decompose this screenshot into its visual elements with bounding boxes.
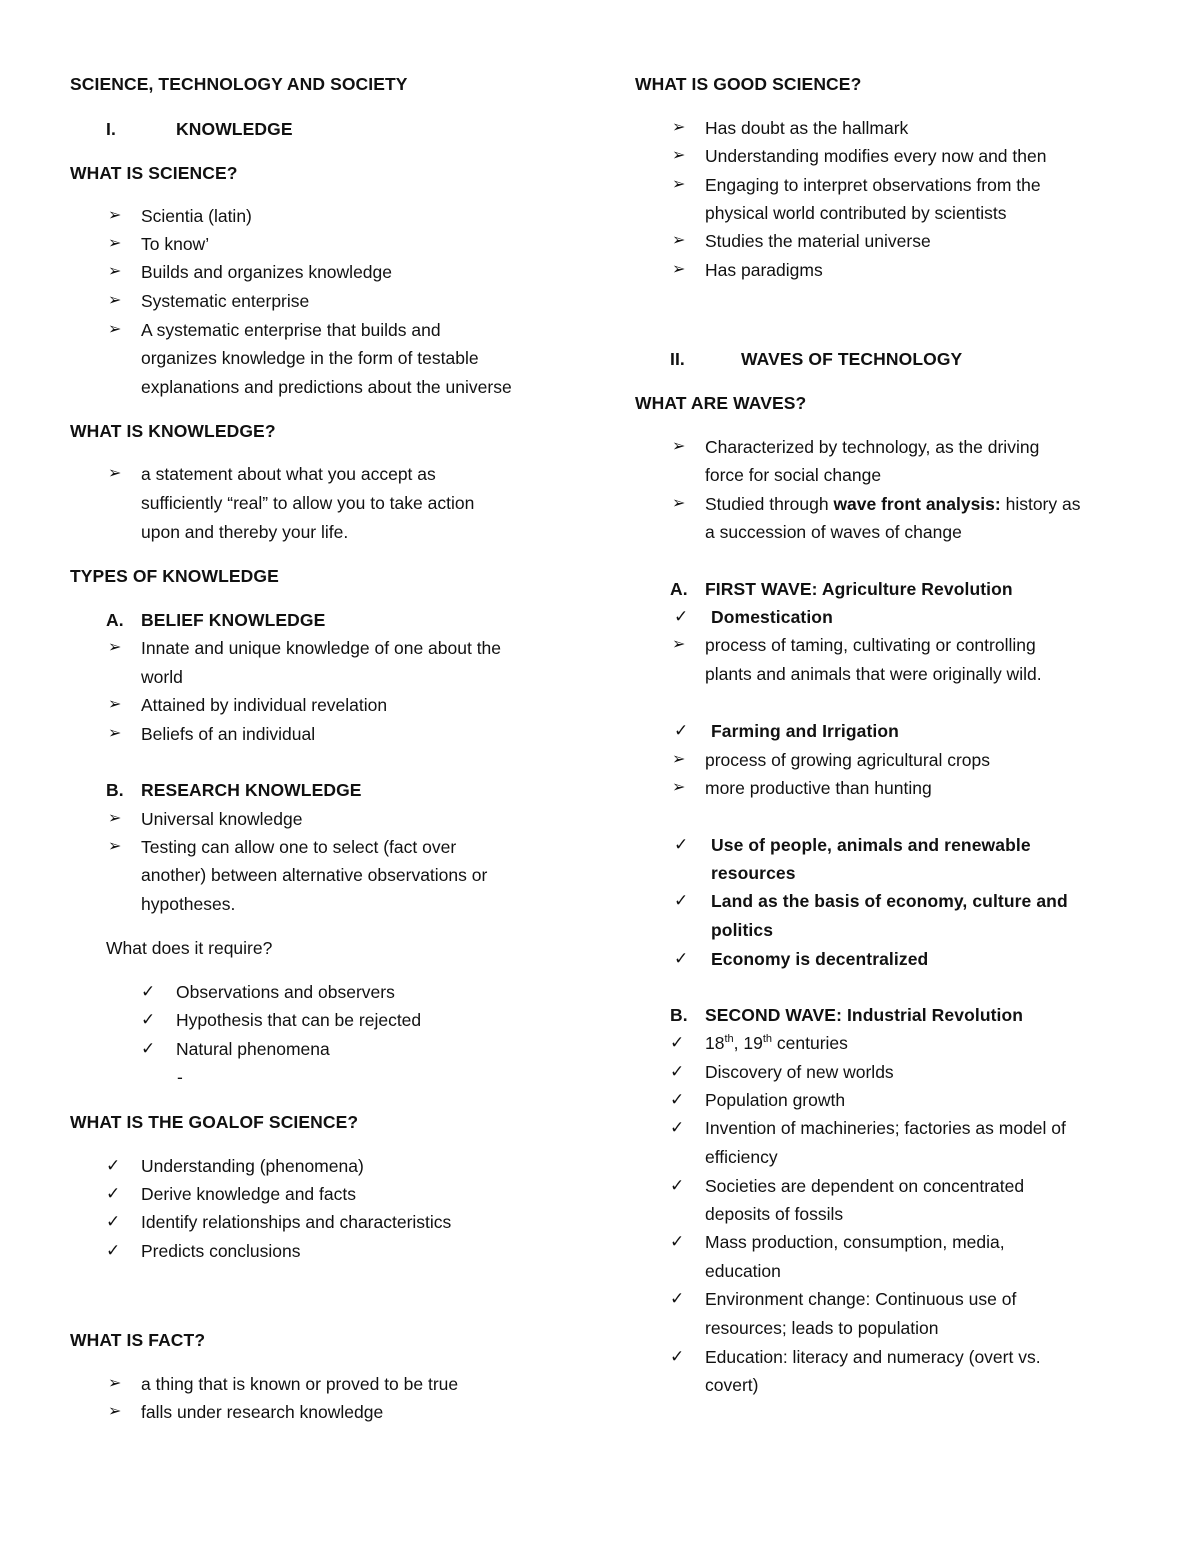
check-bullet-icon: ✓ xyxy=(670,1289,685,1308)
list-item: Has doubt as the hallmark xyxy=(705,118,909,138)
list-item: To know’ xyxy=(141,234,210,254)
heading-what-is-science: WHAT IS SCIENCE? xyxy=(70,163,238,183)
check-bullet-icon: ✓ xyxy=(670,1118,685,1137)
list-item: Universal knowledge xyxy=(141,809,303,829)
list-item: Attained by individual revelation xyxy=(141,695,388,715)
list-item-continued: politics xyxy=(711,920,774,940)
check-bullet-icon: ✓ xyxy=(670,1062,685,1081)
list-item: a statement about what you accept as xyxy=(141,464,436,484)
text-run: Studied through xyxy=(705,494,834,514)
heading-good-science: WHAT IS GOOD SCIENCE? xyxy=(635,74,862,94)
list-item: Understanding modifies every now and then xyxy=(705,146,1047,166)
list-item: process of growing agricultural crops xyxy=(705,750,990,770)
check-bullet-icon: ✓ xyxy=(674,835,689,854)
arrow-bullet-icon: ➢ xyxy=(672,779,686,796)
arrow-bullet-icon: ➢ xyxy=(672,176,686,193)
list-item: a thing that is known or proved to be true xyxy=(141,1374,459,1394)
check-bullet-icon: ✓ xyxy=(670,1176,685,1195)
ordinal-suffix: th xyxy=(724,1033,734,1046)
arrow-bullet-icon: ➢ xyxy=(108,235,122,252)
list-item-continued: another) between alternative observations or xyxy=(141,865,488,885)
dash-marker: - xyxy=(177,1067,183,1087)
text-run: 18 xyxy=(705,1033,725,1053)
heading-what-is-fact: WHAT IS FACT? xyxy=(70,1330,206,1350)
list-item: Derive knowledge and facts xyxy=(141,1184,356,1204)
arrow-bullet-icon: ➢ xyxy=(108,1375,122,1392)
check-bullet-icon: ✓ xyxy=(670,1033,685,1052)
list-item: Characterized by technology, as the driving xyxy=(705,437,1040,457)
list-item: Societies are dependent on concentrated xyxy=(705,1176,1025,1196)
wave-front-analysis-term: wave front analysis: xyxy=(833,494,1001,514)
list-item-continued: organizes knowledge in the form of testable xyxy=(141,348,479,368)
arrow-bullet-icon: ➢ xyxy=(108,292,122,309)
list-item-continued: efficiency xyxy=(705,1147,778,1167)
heading-what-is-knowledge: WHAT IS KNOWLEDGE? xyxy=(70,421,276,441)
arrow-bullet-icon: ➢ xyxy=(108,207,122,224)
list-item: Studies the material universe xyxy=(705,231,931,251)
list-item: Hypothesis that can be rejected xyxy=(176,1010,422,1030)
subsection-title-first-wave: FIRST WAVE: Agriculture Revolution xyxy=(705,579,1013,599)
list-item: Natural phenomena xyxy=(176,1039,330,1059)
list-item: Predicts conclusions xyxy=(141,1241,301,1261)
check-bullet-icon: ✓ xyxy=(674,721,689,740)
list-item-continued: world xyxy=(141,667,183,687)
list-item: Environment change: Continuous use of xyxy=(705,1289,1017,1309)
section-title: KNOWLEDGE xyxy=(176,119,293,139)
heading-types-of-knowledge: TYPES OF KNOWLEDGE xyxy=(70,566,279,586)
subsection-letter: B. xyxy=(670,1005,688,1025)
arrow-bullet-icon: ➢ xyxy=(108,321,122,338)
arrow-bullet-icon: ➢ xyxy=(108,838,122,855)
list-item-continued: upon and thereby your life. xyxy=(141,522,349,542)
arrow-bullet-icon: ➢ xyxy=(672,147,686,164)
arrow-bullet-icon: ➢ xyxy=(108,263,122,280)
arrow-bullet-icon: ➢ xyxy=(108,696,122,713)
list-item: Land as the basis of economy, culture and xyxy=(711,891,1068,911)
section-number: II. xyxy=(670,349,685,369)
list-item xyxy=(705,1032,848,1054)
arrow-bullet-icon: ➢ xyxy=(672,119,686,136)
list-item: Engaging to interpret observations from the xyxy=(705,175,1041,195)
list-item: Understanding (phenomena) xyxy=(141,1156,364,1176)
check-bullet-icon: ✓ xyxy=(106,1184,121,1203)
list-item-continued: covert) xyxy=(705,1375,759,1395)
check-bullet-icon: ✓ xyxy=(670,1347,685,1366)
section-title: WAVES OF TECHNOLOGY xyxy=(741,349,963,369)
arrow-bullet-icon: ➢ xyxy=(672,438,686,455)
check-bullet-icon: ✓ xyxy=(106,1156,121,1175)
subsection-title-second-wave: SECOND WAVE: Industrial Revolution xyxy=(705,1005,1024,1025)
heading-goal-of-science: WHAT IS THE GOALOF SCIENCE? xyxy=(70,1112,359,1132)
arrow-bullet-icon: ➢ xyxy=(108,810,122,827)
text-run: , 19 xyxy=(733,1033,763,1053)
document-title: SCIENCE, TECHNOLOGY AND SOCIETY xyxy=(70,74,408,94)
arrow-bullet-icon: ➢ xyxy=(108,1403,122,1420)
list-item: more productive than hunting xyxy=(705,778,932,798)
check-bullet-icon: ✓ xyxy=(106,1241,121,1260)
list-item-continued: education xyxy=(705,1261,781,1281)
domestication-label: Domestication xyxy=(711,607,833,627)
list-item-continued: force for social change xyxy=(705,465,882,485)
list-item: Invention of machineries; factories as model of xyxy=(705,1118,1066,1138)
list-item-continued: deposits of fossils xyxy=(705,1204,844,1224)
list-item: Observations and observers xyxy=(176,982,395,1002)
list-item: A systematic enterprise that builds and xyxy=(141,320,441,340)
ordinal-suffix: th xyxy=(762,1033,773,1046)
list-item: Identify relationships and characteristics xyxy=(141,1212,452,1232)
subsection-title-research: RESEARCH KNOWLEDGE xyxy=(141,780,362,800)
list-item: Education: literacy and numeracy (overt vs. xyxy=(705,1347,1041,1367)
farming-label: Farming and Irrigation xyxy=(711,721,899,741)
list-item: Builds and organizes knowledge xyxy=(141,262,392,282)
text-run: history as xyxy=(1000,494,1081,514)
list-item: Use of people, animals and renewable xyxy=(711,835,1031,855)
list-item: falls under research knowledge xyxy=(141,1402,384,1422)
list-item: Innate and unique knowledge of one about the xyxy=(141,638,502,658)
check-bullet-icon: ✓ xyxy=(670,1232,685,1251)
check-bullet-icon: ✓ xyxy=(670,1090,685,1109)
section-number: I. xyxy=(106,119,116,139)
list-item-continued: explanations and predictions about the universe xyxy=(141,377,512,397)
heading-what-are-waves: WHAT ARE WAVES? xyxy=(635,393,807,413)
check-bullet-icon: ✓ xyxy=(141,982,156,1001)
arrow-bullet-icon: ➢ xyxy=(672,636,686,653)
subsection-letter: B. xyxy=(106,780,124,800)
check-bullet-icon: ✓ xyxy=(674,607,689,626)
list-item: Systematic enterprise xyxy=(141,291,310,311)
list-item: Economy is decentralized xyxy=(711,949,929,969)
text-run: centuries xyxy=(772,1033,848,1053)
arrow-bullet-icon: ➢ xyxy=(108,639,122,656)
arrow-bullet-icon: ➢ xyxy=(672,232,686,249)
list-item: Testing can allow one to select (fact over xyxy=(141,837,457,857)
list-item: Beliefs of an individual xyxy=(141,724,316,744)
list-item-continued: physical world contributed by scientists xyxy=(705,203,1007,223)
arrow-bullet-icon: ➢ xyxy=(672,751,686,768)
list-item xyxy=(705,493,1080,515)
arrow-bullet-icon: ➢ xyxy=(108,465,122,482)
list-item: Scientia (latin) xyxy=(141,206,252,226)
list-item-continued: resources; leads to population xyxy=(705,1318,939,1338)
arrow-bullet-icon: ➢ xyxy=(672,495,686,512)
subsection-letter: A. xyxy=(106,610,124,630)
check-bullet-icon: ✓ xyxy=(674,891,689,910)
list-item-continued: hypotheses. xyxy=(141,894,236,914)
arrow-bullet-icon: ➢ xyxy=(108,725,122,742)
subsection-letter: A. xyxy=(670,579,688,599)
list-item: Discovery of new worlds xyxy=(705,1062,894,1082)
check-bullet-icon: ✓ xyxy=(106,1212,121,1231)
list-item: Mass production, consumption, media, xyxy=(705,1232,1005,1252)
list-item-continued: resources xyxy=(711,863,796,883)
list-item: process of taming, cultivating or controlling xyxy=(705,635,1036,655)
list-item-continued: plants and animals that were originally wild. xyxy=(705,664,1042,684)
arrow-bullet-icon: ➢ xyxy=(672,261,686,278)
list-item: Has paradigms xyxy=(705,260,823,280)
list-item-continued: sufficiently “real” to allow you to take action xyxy=(141,493,475,513)
check-bullet-icon: ✓ xyxy=(674,949,689,968)
check-bullet-icon: ✓ xyxy=(141,1010,156,1029)
list-item-continued: a succession of waves of change xyxy=(705,522,962,542)
require-label: What does it require? xyxy=(106,938,273,958)
subsection-title-belief: BELIEF KNOWLEDGE xyxy=(141,610,326,630)
check-bullet-icon: ✓ xyxy=(141,1039,156,1058)
list-item: Population growth xyxy=(705,1090,846,1110)
